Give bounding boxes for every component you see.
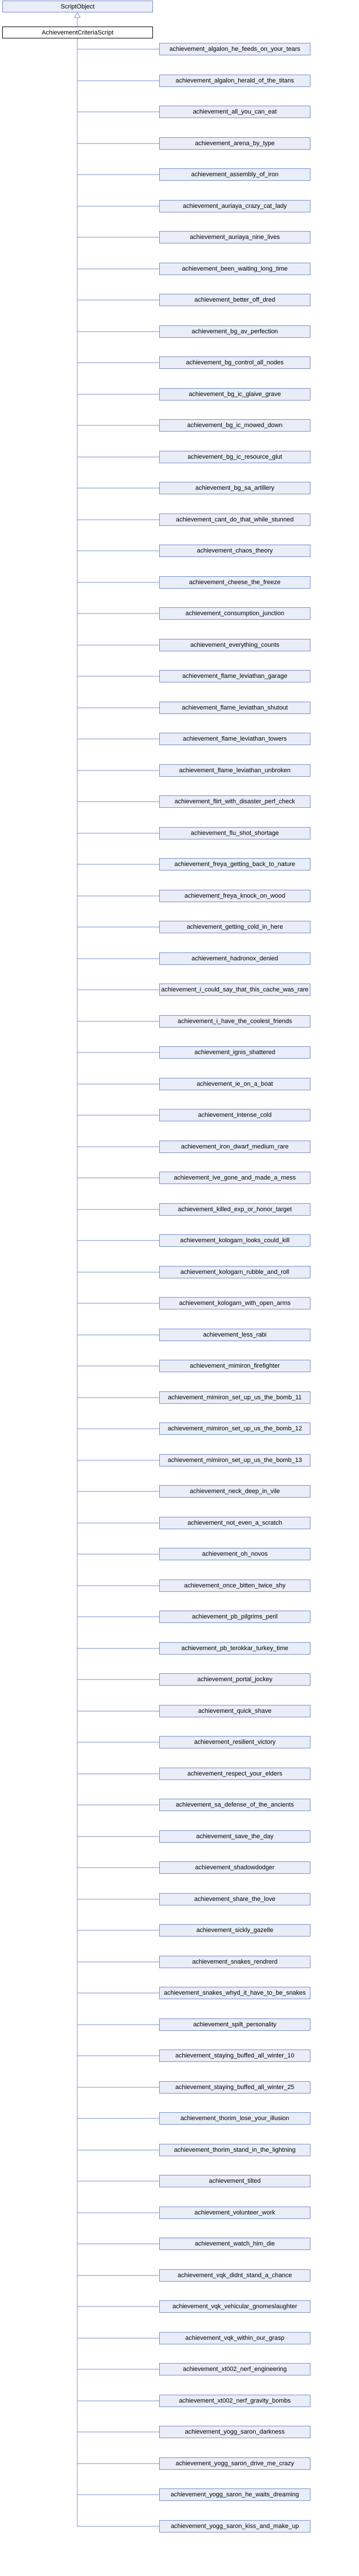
node-achievement-kologarn-rubble-and-roll[interactable]: achievement_kologarn_rubble_and_roll (159, 1266, 310, 1278)
node-achievement-vqk-didnt-stand-a-chance[interactable]: achievement_vqk_didnt_stand_a_chance (159, 2269, 310, 2282)
node-achievement-xt002-nerf-engineering[interactable]: achievement_xt002_nerf_engineering (159, 2363, 310, 2375)
node-achievement-bg-av-perfection[interactable]: achievement_bg_av_perfection (159, 325, 310, 338)
node-achievement-hadronox-denied[interactable]: achievement_hadronox_denied (159, 952, 310, 965)
node-achievement-bg-control-all-nodes[interactable]: achievement_bg_control_all_nodes (159, 356, 310, 369)
node-achievement-ignis-shattered[interactable]: achievement_ignis_shattered (159, 1046, 310, 1059)
node-achievement-oh-novos[interactable]: achievement_oh_novos (159, 1548, 310, 1560)
node-achievement-shadowdodger[interactable]: achievement_shadowdodger (159, 1861, 310, 1874)
node-achievement-bg-ic-mowed-down[interactable]: achievement_bg_ic_mowed_down (159, 419, 310, 432)
node-achievement-flame-leviathan-garage[interactable]: achievement_flame_leviathan_garage (159, 670, 310, 682)
node-script-object[interactable]: ScriptObject (2, 1, 153, 12)
edge-arrowhead (75, 12, 80, 18)
node-achievement-freya-getting-back-to-nature[interactable]: achievement_freya_getting_back_to_nature (159, 858, 310, 871)
node-achievement-criteria-script[interactable]: AchievementCriteriaScript (2, 27, 153, 38)
node-achievement-consumption-junction[interactable]: achievement_consumption_junction (159, 607, 310, 620)
node-achievement-iron-dwarf-medium-rare[interactable]: achievement_iron_dwarf_medium_rare (159, 1141, 310, 1153)
node-achievement-cant-do-that-while-stunned[interactable]: achievement_cant_do_that_while_stunned (159, 514, 310, 526)
node-achievement-freya-knock-on-wood[interactable]: achievement_freya_knock_on_wood (159, 890, 310, 902)
node-achievement-tilted[interactable]: achievement_tilted (159, 2175, 310, 2187)
node-achievement-better-off-dred[interactable]: achievement_better_off_dred (159, 294, 310, 306)
node-achievement-vqk-vehicular-gnomeslaughter[interactable]: achievement_vqk_vehicular_gnomeslaughter (159, 2300, 310, 2313)
node-achievement-bg-ic-resource-glut[interactable]: achievement_bg_ic_resource_glut (159, 451, 310, 463)
node-achievement-sickly-gazelle[interactable]: achievement_sickly_gazelle (159, 1924, 310, 1937)
node-achievement-yogg-saron-he-waits-dreaming[interactable]: achievement_yogg_saron_he_waits_dreaming (159, 2488, 310, 2501)
node-achievement-vqk-within-our-grasp[interactable]: achievement_vqk_within_our_grasp (159, 2332, 310, 2344)
node-achievement-flame-leviathan-towers[interactable]: achievement_flame_leviathan_towers (159, 733, 310, 745)
node-achievement-flu-shot-shortage[interactable]: achievement_flu_shot_shortage (159, 827, 310, 839)
node-achievement-kologarn-with-open-arms[interactable]: achievement_kologarn_with_open_arms (159, 1297, 310, 1309)
node-achievement-staying-buffed-all-winter-10[interactable]: achievement_staying_buffed_all_winter_10 (159, 2050, 310, 2062)
node-achievement-thorim-stand-in-the-lightning[interactable]: achievement_thorim_stand_in_the_lightning (159, 2144, 310, 2156)
node-achievement-ie-on-a-boat[interactable]: achievement_ie_on_a_boat (159, 1078, 310, 1090)
node-achievement-share-the-love[interactable]: achievement_share_the_love (159, 1893, 310, 1905)
node-achievement-snakes-whyd-it-have-to-be-snakes[interactable]: achievement_snakes_whyd_it_have_to_be_snakes (159, 1987, 310, 1999)
node-achievement-i-could-say-that-this-cache-was-rare[interactable]: achievement_i_could_say_that_this_cache_was_rare (159, 984, 310, 996)
node-achievement-snakes-rendrerd[interactable]: achievement_snakes_rendrerd (159, 1956, 310, 1968)
node-achievement-ive-gone-and-made-a-mess[interactable]: achievement_ive_gone_and_made_a_mess (159, 1172, 310, 1184)
node-achievement-bg-ic-glaive-grave[interactable]: achievement_bg_ic_glaive_grave (159, 388, 310, 401)
node-achievement-i-have-the-coolest-friends[interactable]: achievement_i_have_the_coolest_friends (159, 1015, 310, 1028)
node-achievement-neck-deep-in-vile[interactable]: achievement_neck_deep_in_vile (159, 1485, 310, 1498)
node-achievement-quick-shave[interactable]: achievement_quick_shave (159, 1705, 310, 1717)
node-achievement-xt002-nerf-gravity-bombs[interactable]: achievement_xt002_nerf_gravity_bombs (159, 2395, 310, 2407)
node-achievement-yogg-saron-drive-me-crazy[interactable]: achievement_yogg_saron_drive_me_crazy (159, 2457, 310, 2470)
node-achievement-flame-leviathan-unbroken[interactable]: achievement_flame_leviathan_unbroken (159, 764, 310, 777)
node-achievement-yogg-saron-kiss-and-make-up[interactable]: achievement_yogg_saron_kiss_and_make_up (159, 2520, 310, 2533)
node-achievement-killed-exp-or-honor-target[interactable]: achievement_killed_exp_or_honor_target (159, 1203, 310, 1216)
node-achievement-yogg-saron-darkness[interactable]: achievement_yogg_saron_darkness (159, 2426, 310, 2438)
node-achievement-thorim-lose-your-illusion[interactable]: achievement_thorim_lose_your_illusion (159, 2112, 310, 2125)
node-achievement-volunteer-work[interactable]: achievement_volunteer_work (159, 2207, 310, 2219)
node-achievement-mimiron-firefighter[interactable]: achievement_mimiron_firefighter (159, 1360, 310, 1372)
node-achievement-auriaya-crazy-cat-lady[interactable]: achievement_auriaya_crazy_cat_lady (159, 200, 310, 212)
node-achievement-mimiron-set-up-us-the-bomb-13[interactable]: achievement_mimiron_set_up_us_the_bomb_13 (159, 1454, 310, 1467)
node-achievement-flame-leviathan-shutout[interactable]: achievement_flame_leviathan_shutout (159, 702, 310, 714)
node-achievement-algalon-herald-of-the-titans[interactable]: achievement_algalon_herald_of_the_titans (159, 75, 310, 87)
node-achievement-not-even-a-scratch[interactable]: achievement_not_even_a_scratch (159, 1517, 310, 1529)
node-achievement-chaos-theory[interactable]: achievement_chaos_theory (159, 545, 310, 557)
node-achievement-algalon-he-feeds-on-your-tears[interactable]: achievement_algalon_he_feeds_on_your_tears (159, 43, 310, 55)
node-achievement-pb-terokkar-turkey-time[interactable]: achievement_pb_terokkar_turkey_time (159, 1642, 310, 1655)
node-achievement-bg-sa-artillery[interactable]: achievement_bg_sa_artillery (159, 482, 310, 494)
node-achievement-getting-cold-in-here[interactable]: achievement_getting_cold_in_here (159, 921, 310, 933)
node-achievement-spilt-personality[interactable]: achievement_spilt_personality (159, 2018, 310, 2031)
node-achievement-staying-buffed-all-winter-25[interactable]: achievement_staying_buffed_all_winter_25 (159, 2081, 310, 2094)
node-achievement-kologarn-looks-could-kill[interactable]: achievement_kologarn_looks_could_kill (159, 1234, 310, 1247)
node-achievement-sa-defense-of-the-ancients[interactable]: achievement_sa_defense_of_the_ancients (159, 1799, 310, 1811)
node-achievement-intense-cold[interactable]: achievement_intense_cold (159, 1109, 310, 1121)
node-achievement-resilient-victory[interactable]: achievement_resilient_victory (159, 1736, 310, 1748)
node-achievement-portal-jockey[interactable]: achievement_portal_jockey (159, 1673, 310, 1686)
node-achievement-cheese-the-freeze[interactable]: achievement_cheese_the_freeze (159, 576, 310, 589)
node-achievement-less-rabi[interactable]: achievement_less_rabi (159, 1329, 310, 1341)
node-achievement-save-the-day[interactable]: achievement_save_the_day (159, 1830, 310, 1843)
node-achievement-watch-him-die[interactable]: achievement_watch_him_die (159, 2238, 310, 2250)
node-achievement-respect-your-elders[interactable]: achievement_respect_your_elders (159, 1768, 310, 1780)
node-achievement-all-you-can-eat[interactable]: achievement_all_you_can_eat (159, 106, 310, 118)
node-achievement-mimiron-set-up-us-the-bomb-11[interactable]: achievement_mimiron_set_up_us_the_bomb_11 (159, 1391, 310, 1404)
node-achievement-arena-by-type[interactable]: achievement_arena_by_type (159, 137, 310, 150)
node-achievement-pb-pilgrims-peril[interactable]: achievement_pb_pilgrims_peril (159, 1611, 310, 1623)
node-achievement-mimiron-set-up-us-the-bomb-12[interactable]: achievement_mimiron_set_up_us_the_bomb_12 (159, 1422, 310, 1435)
node-achievement-once-bitten-twice-shy[interactable]: achievement_once_bitten_twice_shy (159, 1579, 310, 1592)
node-achievement-everything-counts[interactable]: achievement_everything_counts (159, 639, 310, 651)
node-achievement-assembly-of-iron[interactable]: achievement_assembly_of_iron (159, 168, 310, 181)
node-achievement-been-waiting-long-time[interactable]: achievement_been_waiting_long_time (159, 263, 310, 275)
node-achievement-flirt-with-disaster-perf-check[interactable]: achievement_flirt_with_disaster_perf_check (159, 795, 310, 808)
node-achievement-auriaya-nine-lives[interactable]: achievement_auriaya_nine_lives (159, 231, 310, 243)
